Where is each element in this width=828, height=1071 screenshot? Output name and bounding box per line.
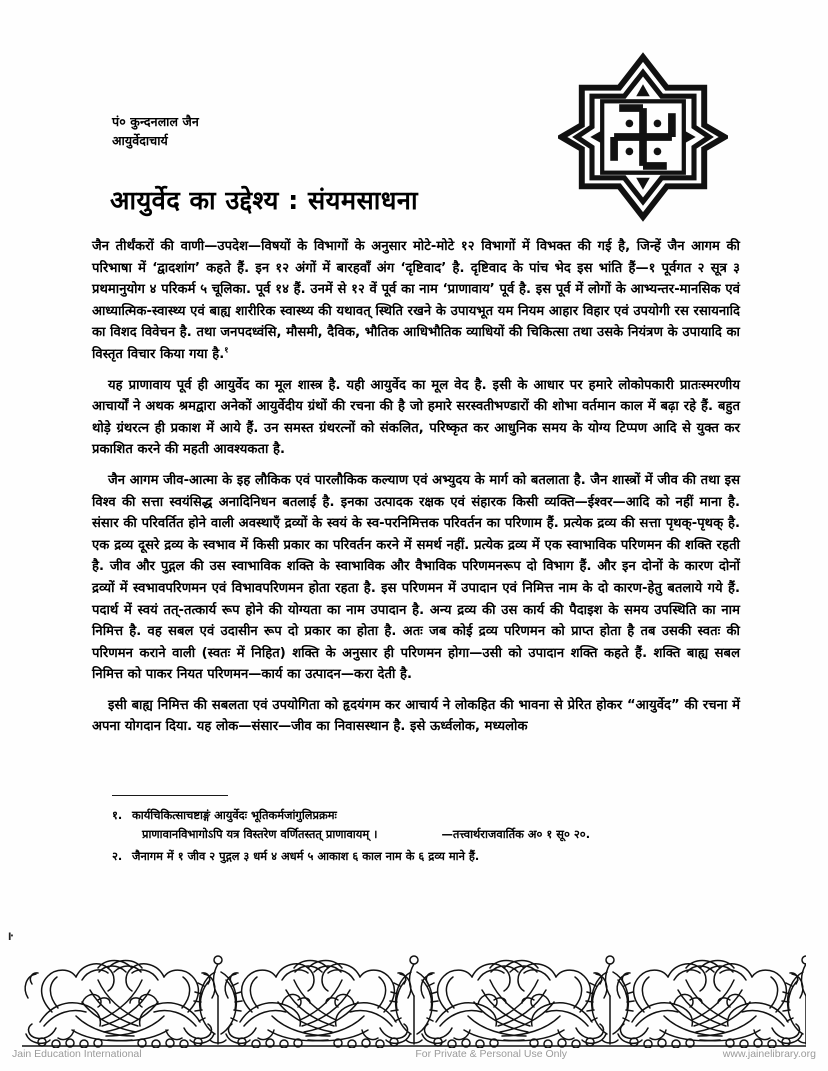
paragraph [92, 470, 740, 686]
page-footer [0, 1048, 828, 1060]
scan-artifact-mark: ŀ [8, 932, 14, 943]
page-title: आयुर्वेद का उद्देश्य : संयमसाधना [110, 186, 418, 217]
footnote-item [112, 847, 740, 866]
paragraph-text: जैन तीर्थंकरों की वाणी—उपदेश—विषयों के विभागों के अनुसार मोटे-मोटे १२ विभागों में विभक्त की गई है, जिन्हें जैन आगम की परिभाषा में ‘द्वादशांग’ कहते हैं. इन १२ अंगों में बारहवाँ अंग ‘दृष्टिवाद’ है. दृष्टिवाद के पांच भेद इस भांति हैं—१ पूर्वगत २ सूत्र ३ प्रथमानुयोग ४ परिकर्म ५ चूलिका. पूर्व १४ हैं. उनमें से १२ वें पूर्व का नाम ‘प्राणावाय’ पूर्व है. इस पूर्व में लोगों के आभ्यन्तर-मानसिक एवं आध्यात्मिक-स्वास्थ्य एवं बाह्य शारीरिक स्वास्थ्य की यथावत् स्थिति रखने के उपायभूत यम नियम आहार विहार एवं उपयोगी रस रसायनादि का विशद विवेचन है. तथा जनपदध्वंसि, मौसमी, दैविक, भौतिक आधिभौतिक व्याधियों की चिकित्सा तथा उसके नियंत्रण के उपायादि का विस्तृत विचार किया गया है. [92, 239, 740, 362]
footnote-number: १. [112, 808, 123, 822]
article-body [92, 236, 740, 747]
footnote-item [112, 806, 740, 844]
paragraph [92, 236, 740, 366]
footnote-line: कार्यचिकित्साचष्टाङ्गं आयुर्वेदः भूतिकर्मजांगुलिप्रक्रमः [132, 808, 337, 822]
footnote-line: प्राणावानविभागोऽपि यत्र विस्तरेण वर्णितस्तत् प्राणावायम् । [142, 827, 378, 841]
paragraph-text: जैन आगम जीव-आत्मा के इह लौकिक एवं पारलौकिक कल्याण एवं अभ्युदय के मार्ग को बतलाता है. जैन शास्त्रों में जीव की तथा इस विश्व की सत्ता स्वयंसिद्ध अनादिनिधन बतलाई है. इनका उत्पादक रक्षक एवं संहारक किसी व्यक्ति—ईश्वर—आदि को नहीं माना है. संसार की परिवर्तित होने वाली अवस्थाएँ द्रव्यों के स्वयं के स्व-परनिमित्तक परिवर्तन का परिणाम हैं. प्रत्येक द्रव्य की सत्ता पृथक्-पृथक् है. एक द्रव्य दूसरे द्रव्य के स्वभाव में किसी प्रकार का परिवर्तन करने में समर्थ नहीं. प्रत्येक द्रव्य में एक स्वाभाविक परिणमन की शक्ति रहती है. जीव और पुद्गल की उस स्वाभाविक शक्ति के स्वाभाविक और वैभाविक परिणमनरूप दो विभाग हैं. और इन दोनों के कारण दोनों द्रव्यों में स्वभावपरिणमन एवं विभावपरिणमन होता रहता है. इस परिणमन में उपादान एवं निमित्त नाम के दो कारण-हेतु बतलाये गये हैं. पदार्थ में स्वयं तत्-तत्कार्य रूप होने की योग्यता का नाम उपादान है. अन्य द्रव्य की उस कार्य की पैदाइश के समय उपस्थिति का नाम निमित्त है. वह सबल एवं उदासीन रूप दो प्रकार का होता है. अतः जब कोई द्रव्य परिणमन को प्राप्त होता है तब उसकी स्वतः की परिणमन कराने वाली (स्वतः में निहित) शक्ति के अनुसार ही परिणमन होगा—उसी को उपादान शक्ति कहते हैं. शक्ति बाह्य सबल निमित्त को पाकर नियत परिणमन—कार्य का उत्पादन—करा देती है. [92, 472, 740, 683]
peacock-scrollwork-border [22, 950, 806, 1048]
footnote-body [132, 806, 740, 844]
jain-swastika-star-emblem [558, 52, 728, 222]
footer-center: For Private & Personal Use Only [415, 1048, 568, 1060]
author-name: पं० कुन्दनलाल जैन [112, 114, 199, 129]
footnote-citation: —तत्त्वार्थराजवार्तिक अ० १ सू० २०. [441, 827, 591, 841]
footnote-line: जैनागम में १ जीव २ पुद्गल ३ धर्म ४ अधर्म ५ आकाश ६ काल नाम के ६ द्रव्य माने हैं. [132, 849, 480, 863]
author-designation: आयुर्वेदाचार्य [112, 133, 168, 149]
footer-left: Jain Education International [12, 1048, 142, 1060]
paragraph: इसी बाह्य निमित्त की सबलता एवं उपयोगिता को हृदयंगम कर आचार्य ने लोकहित की भावना से प्रेरित होकर “आयुर्वेद” की रचना में अपना योगदान दिया. यह लोक—संसार—जीव का निवासस्थान है. इसे ऊर्ध्वलोक, मध्यलोक [92, 697, 740, 735]
footnote-number: २. [112, 849, 123, 863]
footnote-divider [112, 795, 228, 796]
paragraph: यह प्राणावाय पूर्व ही आयुर्वेद का मूल शास्त्र है. यही आयुर्वेद का मूल वेद है. इसी के आधार पर हमारे लोकोपकारी प्रातःस्मरणीय आचार्यों ने अथक श्रमद्वारा अनेकों आयुर्वेदीय ग्रंथों की रचना की है जो हमारे सरस्वतीभण्डारों की शोभा वर्तमान काल में बढ़ा रहे हैं. बहुत थोड़े ग्रंथरत्न ही प्रकाश में आये हैं. उन समस्त ग्रंथरत्नों को संकलित, परिष्कृत कर आधुनिक समय के योग्य टिप्पण आदि से युक्त कर प्रकाशित करने की महती आवश्यकता है. [92, 377, 740, 458]
footnote-marker-1: १ [224, 344, 229, 355]
footnote-line-with-citation [132, 825, 740, 844]
footnote-body [132, 847, 740, 866]
footer-right[interactable]: www.jainelibrary.org [722, 1048, 816, 1060]
byline [112, 112, 199, 151]
footnotes [112, 806, 740, 869]
